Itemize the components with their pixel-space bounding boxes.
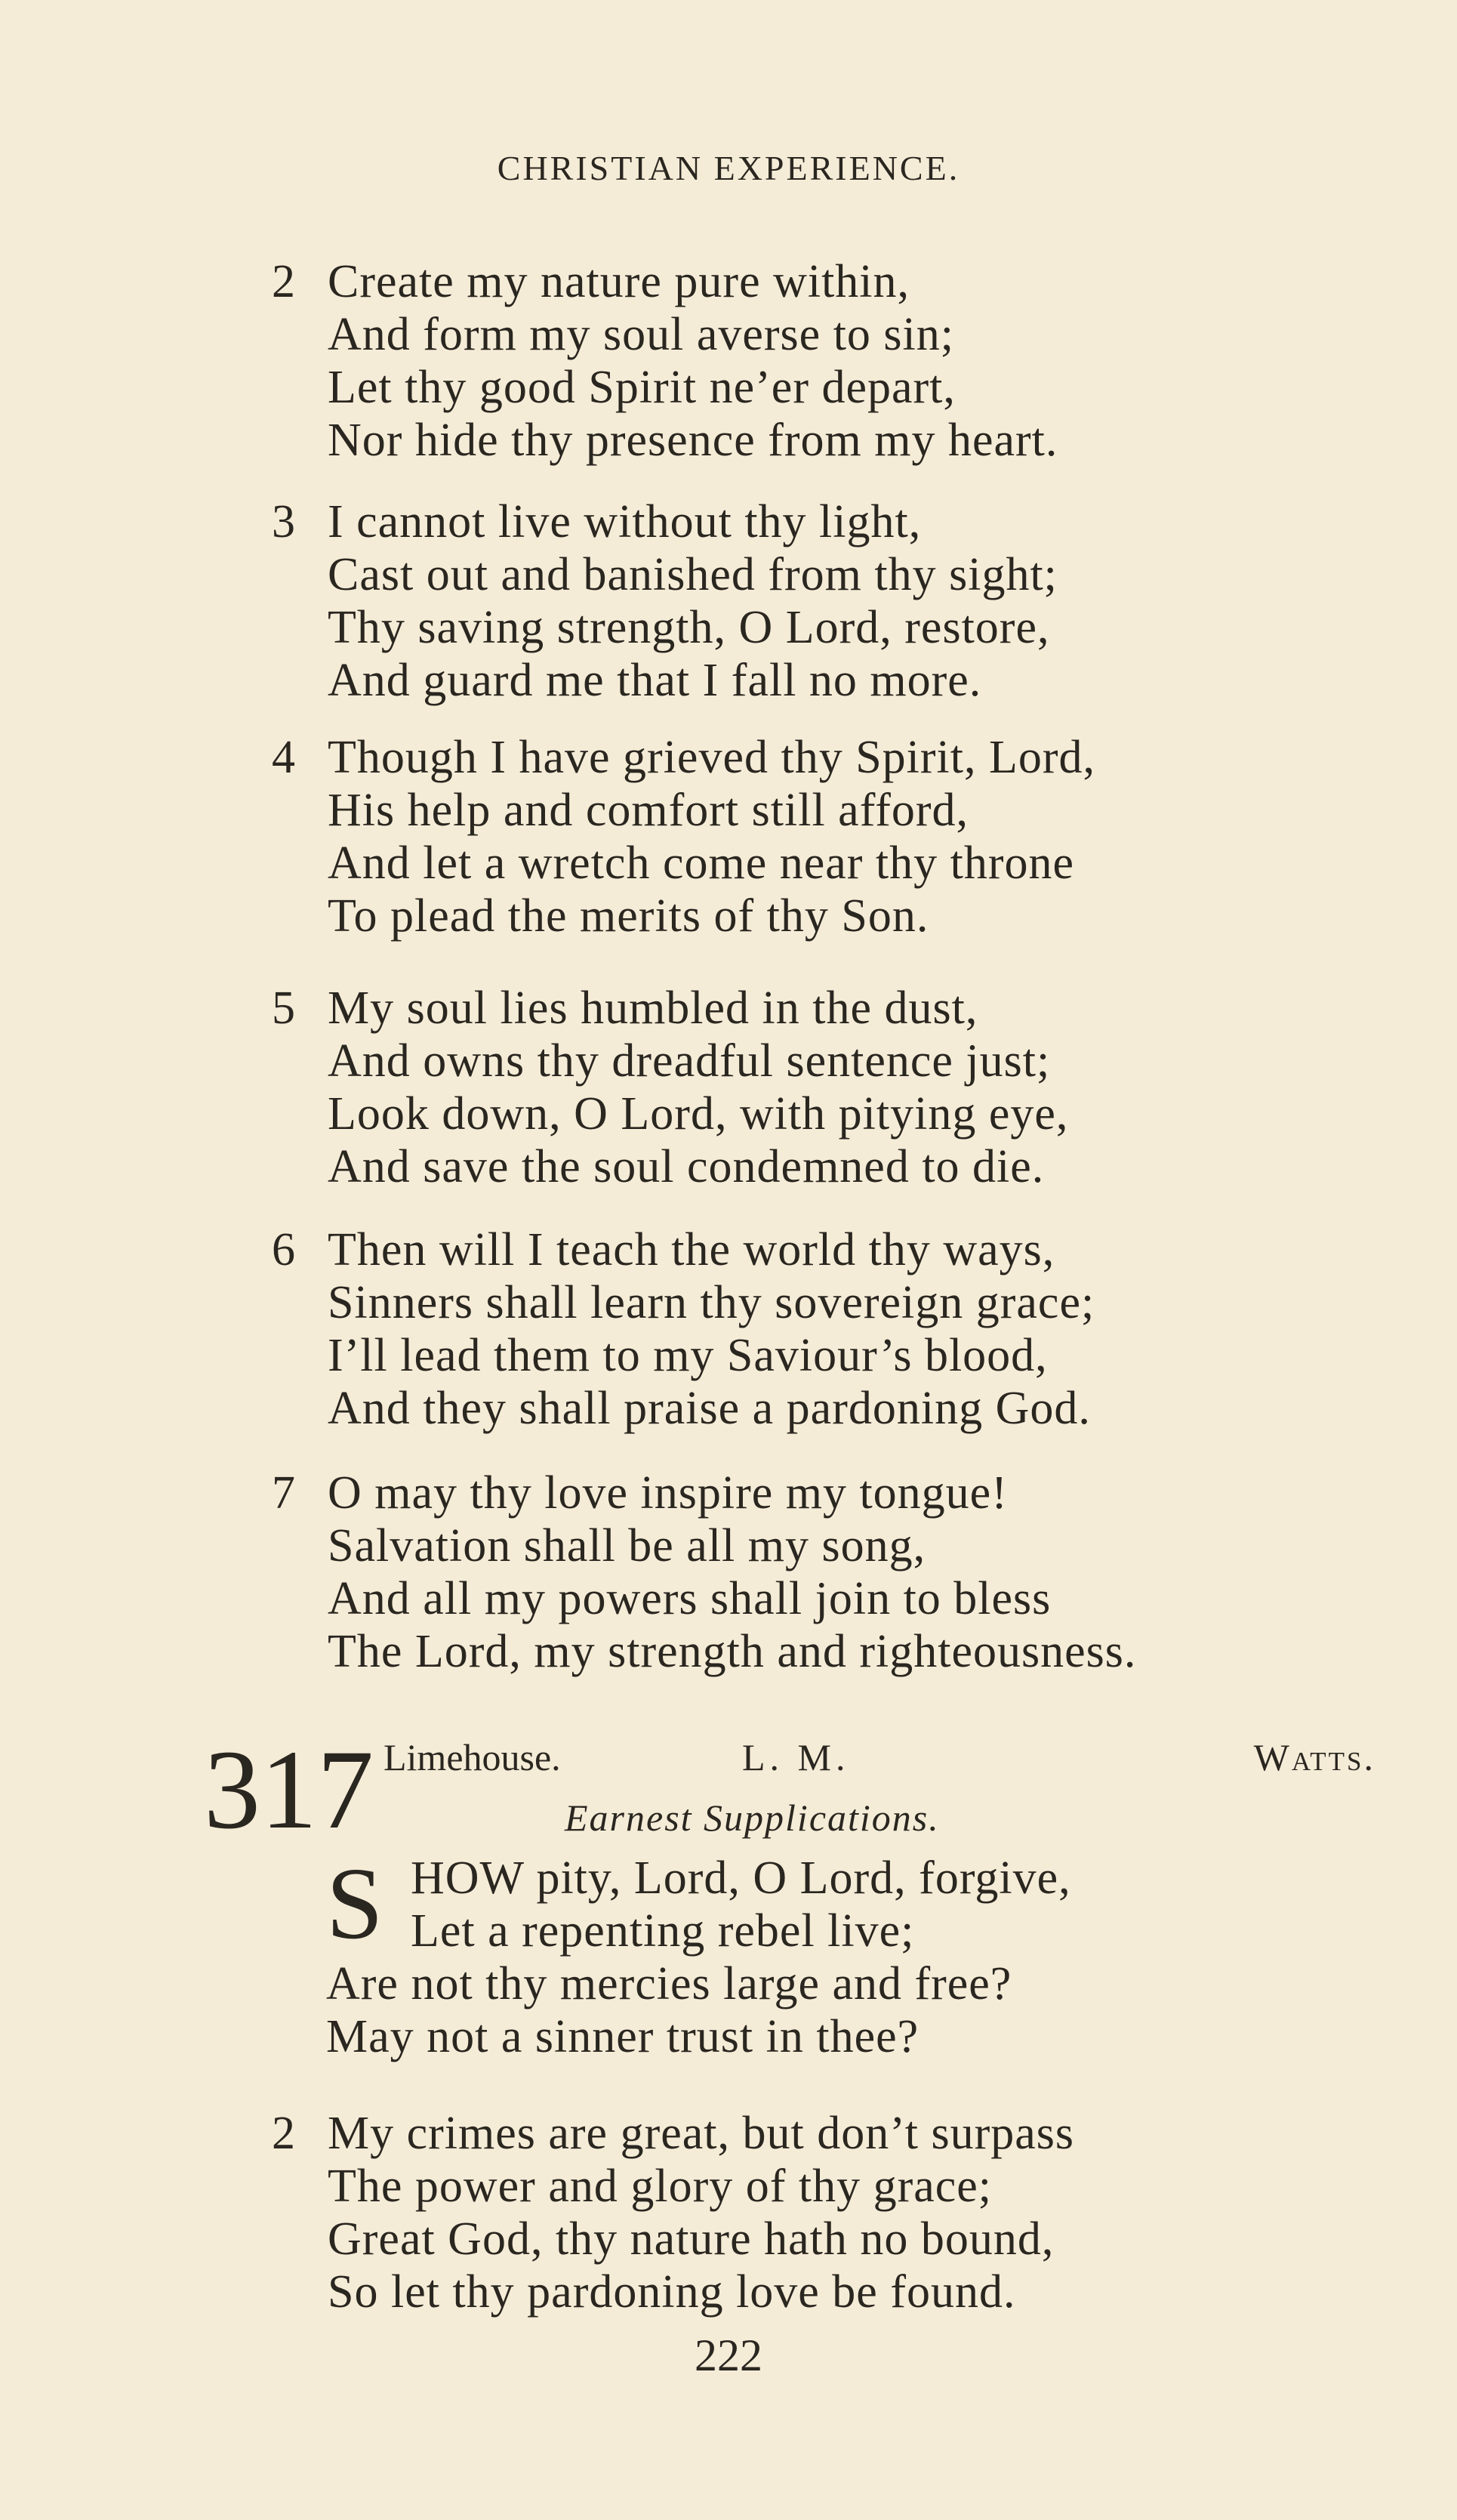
stanza-number: 7 (272, 1467, 295, 1519)
verse-line: I cannot live without thy light, (328, 496, 922, 547)
verse-line: Sinners shall learn thy sovereign grace; (328, 1277, 1095, 1328)
verse-line: And all my powers shall join to bless (328, 1573, 1052, 1624)
verse-line: Look down, O Lord, with pitying eye, (328, 1088, 1069, 1140)
stanza-2 (272, 255, 1389, 467)
verse-line: And let a wretch come near thy throne (328, 837, 1075, 889)
verse-line: HOW pity, Lord, O Lord, forgive, (411, 1852, 1071, 1904)
verse-line: I’ll lead them to my Saviour’s blood, (328, 1330, 1048, 1381)
verse-line: Great God, thy nature hath no bound, (328, 2213, 1055, 2265)
verse-line: May not a sinner trust in thee? (326, 2011, 919, 2062)
verse-line: My soul lies humbled in the dust, (328, 982, 978, 1034)
verse-line: And form my soul averse to sin; (328, 309, 955, 360)
verse-line: Nor hide thy presence from my heart. (328, 415, 1058, 466)
verse-line: And guard me that I fall no more. (328, 655, 982, 706)
hymn-317-stanza-1 (326, 1847, 1383, 2063)
verse-line: Salvation shall be all my song, (328, 1520, 926, 1572)
stanza-3 (272, 495, 1389, 707)
verse-line: My crimes are great, but don’t surpass (328, 2108, 1075, 2159)
hymn-subtitle: Earnest Supplications. (565, 1797, 940, 1839)
verse-line: And save the soul condemned to die. (328, 1141, 1045, 1192)
verse-line: The Lord, my strength and righteousness. (328, 1626, 1137, 1677)
stanza-number: 6 (272, 1224, 295, 1275)
hymn-number: 317 (204, 1727, 374, 1852)
verse-line: Are not thy mercies large and free? (326, 1958, 1012, 2010)
verse-line: And they shall praise a pardoning God. (328, 1383, 1091, 1434)
verse-line: O may thy love inspire my tongue! (328, 1467, 1008, 1519)
stanza-4 (272, 731, 1389, 942)
stanza-number: 5 (272, 982, 295, 1034)
verse-line: Let a repenting rebel live; (411, 1905, 915, 1957)
author: Watts. (1253, 1736, 1375, 1778)
verse-line: So let thy pardoning love be found. (328, 2266, 1016, 2318)
hymn-header (204, 1729, 1382, 1850)
stanza-5 (272, 982, 1389, 1193)
drop-cap: S (326, 1847, 384, 1960)
stanza-7 (272, 1467, 1389, 1678)
verse-line: Thy saving strength, O Lord, restore, (328, 602, 1050, 653)
verse-line: Though I have grieved thy Spirit, Lord, (328, 732, 1096, 783)
verse-line: Then will I teach the world thy ways, (328, 1224, 1055, 1275)
stanza-number: 3 (272, 496, 295, 547)
running-head: CHRISTIAN EXPERIENCE. (497, 149, 960, 187)
stanza-number: 2 (272, 256, 295, 307)
verse-line: Cast out and banished from thy sight; (328, 549, 1058, 600)
verse-line: Create my nature pure within, (328, 256, 910, 307)
verse-line: The power and glory of thy grace; (328, 2161, 993, 2212)
page-number: 222 (695, 2330, 762, 2380)
verse-line: To plead the merits of thy Son. (328, 890, 929, 942)
stanza-number: 4 (272, 732, 295, 783)
tune-name: Limehouse. (384, 1736, 561, 1778)
verse-line: Let thy good Spirit ne’er depart, (328, 362, 956, 413)
stanza-number: 2 (272, 2108, 295, 2159)
verse-line: And owns thy dreadful sentence just; (328, 1035, 1051, 1087)
meter: L. M. (742, 1736, 850, 1778)
stanza-6 (272, 1223, 1389, 1435)
verse-line: His help and comfort still afford, (328, 785, 969, 836)
hymn-317-stanza-2 (272, 2107, 1389, 2318)
